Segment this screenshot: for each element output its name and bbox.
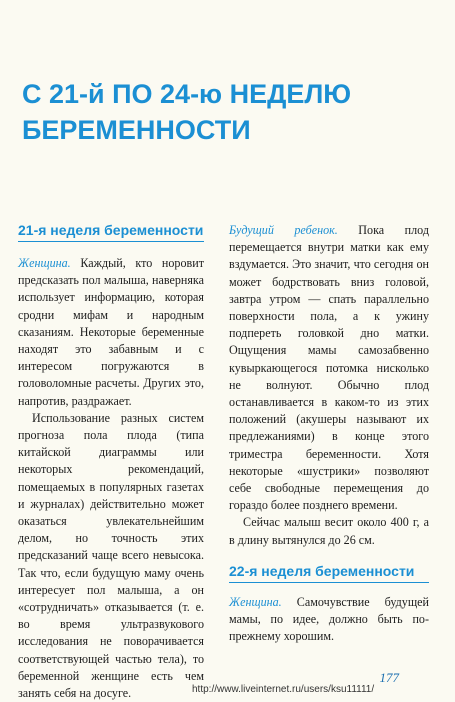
section-heading-week-21: 21-я неделя беременности: [18, 222, 204, 242]
paragraph-future-child: [229, 222, 429, 514]
lead-future-child: Будущий ребенок.: [229, 223, 338, 237]
right-column: [229, 222, 429, 645]
paragraph-text: Пока плод перемещается внутри матки как ему вздумается. Это значит, что сегодня он может бодрствовать вниз головой, завтра утром — спать параллельно поверхности пола, а к ужину подпереть головкой дно матки. Ощущения мамы самозабвенно кувыркающегося потомка нисколько не волнуют. Обычно плод останавливается в каком-то из этих положений (акушеры называют их предлежаниями) в конце этого триместра беременности. Хотя некоторые «шустрики» позволяют себе свободные перемещения до гораздо более позднего времени.: [229, 223, 429, 513]
lead-woman: Женщина.: [229, 594, 282, 609]
paragraph-text: Каждый, кто норовит предсказать пол малыша, наверняка использует информацию, которая сродни мифам и народным сказаниям. Некоторые беременные находят это забавным и с интересом погружаются в головоломные расчеты. Других это, напротив, раздражает.: [18, 256, 204, 408]
paragraph-woman-week-21: [18, 255, 204, 410]
paragraph-prediction-systems: Использование разных систем прогноза пола плода (типа китайской диаграммы или некоторых рекомендаций, помещаемых в популярных газетах и журналах) действительно может оказаться увлекательнейшим делом, но точность этих предсказаний чаще всего невысока. Так что, если будущую маму очень интересует пол малыша, а он «сотрудничать» отказывается (т. е. во время ультразвукового исследования не поворачивается соответствующей частью тела), то беременной женщине есть чем занять себя на досуге.: [18, 410, 204, 701]
section-heading-week-22: 22-я неделя беременности: [229, 563, 429, 583]
page-number: 177: [379, 670, 399, 685]
paragraph-text: Самочувствие будущей мамы, по идее, должно быть по-прежнему хорошим.: [229, 594, 429, 644]
chapter-title: С 21-й ПО 24-ю НЕДЕЛЮ БЕРЕМЕННОСТИ: [22, 79, 352, 145]
paragraph-woman-week-22: [229, 594, 429, 646]
left-column: [18, 222, 204, 702]
watermark-url: http://www.liveinternet.ru/users/ksu11111/: [192, 684, 375, 695]
lead-woman: Женщина.: [18, 256, 71, 270]
paragraph-weight: Сейчас малыш весит около 400 г, а в длину вытянулся до 26 см.: [229, 515, 429, 547]
